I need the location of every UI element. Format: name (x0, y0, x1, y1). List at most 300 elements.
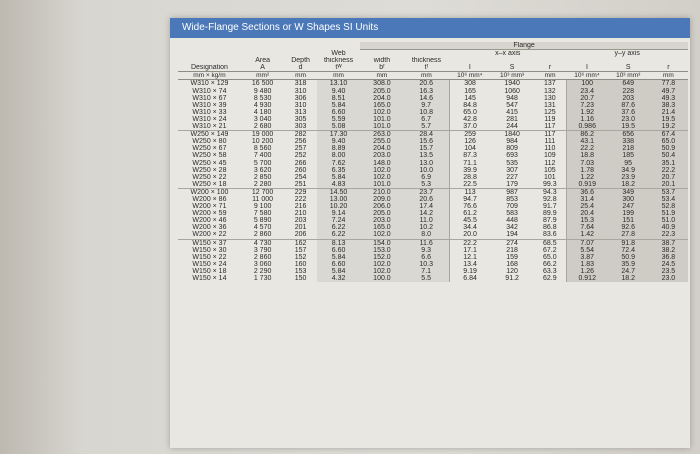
table-row (178, 217, 688, 224)
designation-cell: W310 × 74 (192, 87, 227, 95)
table-cell: 5.84 (317, 268, 360, 275)
table-cell: 6.84 (463, 275, 477, 282)
table-cell: 52.8 (649, 203, 688, 210)
table-row (178, 116, 688, 123)
table-cell: 7.23 (566, 102, 607, 109)
table-cell: 6.60 (317, 109, 360, 116)
table-row (178, 239, 688, 247)
table-cell: 1060 (504, 87, 520, 95)
y-radius-of-gyration-header: r (649, 64, 688, 72)
table-cell: 153.0 (360, 247, 403, 254)
table-cell: 4 180 (253, 108, 272, 116)
table-cell: 5.7 (404, 123, 450, 131)
table-cell: 109 (534, 152, 567, 159)
table-cell: 16 500 (241, 80, 284, 88)
table-cell: 303 (294, 123, 307, 131)
table-cell: 51.9 (649, 210, 688, 217)
web-thickness-symbol: tᵂ (317, 64, 360, 72)
table-cell: 1.42 (566, 231, 607, 239)
table-cell: 3 060 (253, 260, 272, 268)
table-cell: 260 (294, 166, 307, 174)
table-cell: 7.64 (566, 224, 607, 231)
table-cell: 247 (608, 203, 649, 210)
table-cell: 12 700 (241, 188, 284, 196)
y-axis-header: y–y axis (566, 50, 688, 58)
table-cell: 252 (294, 152, 307, 160)
table-cell: 281 (506, 115, 518, 123)
unit-cell: 10³ mm³ (608, 72, 649, 80)
table-cell: 13.0 (404, 160, 450, 167)
table-cell: 4.32 (317, 275, 360, 282)
table-cell: 92.6 (608, 224, 649, 231)
table-row (178, 102, 688, 109)
table-cell: 216 (294, 203, 307, 211)
designation-cell: W310 × 39 (192, 101, 227, 109)
table-cell: 18.2 (608, 275, 649, 282)
table-cell: 87.9 (534, 217, 567, 224)
designation-cell: W250 × 80 (192, 138, 227, 146)
designation-cell: W150 × 37 (178, 239, 241, 247)
table-cell: 120 (506, 267, 518, 275)
table-cell: 148.0 (360, 160, 403, 167)
table-row (178, 95, 688, 102)
table-cell: 132 (534, 88, 567, 95)
table-cell: 36.8 (649, 254, 688, 261)
table-cell: 3 040 (253, 115, 272, 123)
table-cell: 2 290 (253, 267, 272, 275)
table-cell: 228 (608, 88, 649, 95)
table-cell: 165.0 (360, 102, 403, 109)
table-cell: 8 560 (253, 145, 272, 153)
area-header: Area (241, 57, 284, 64)
table-cell: 83.6 (534, 231, 567, 239)
table-cell: 693 (506, 152, 518, 160)
table-cell: 5 890 (253, 217, 272, 225)
table-cell: 11.0 (404, 217, 450, 224)
table-cell: 66.2 (534, 261, 567, 268)
designation-cell: W200 × 71 (192, 203, 227, 211)
table-cell: 5.84 (317, 254, 360, 261)
unit-cell: mm × kg/m (178, 72, 241, 80)
table-cell: 201 (294, 224, 307, 232)
table-cell: 84.8 (463, 101, 477, 109)
table-cell: 1 730 (253, 275, 272, 282)
table-cell: 86.8 (534, 224, 567, 231)
table-cell: 194 (506, 231, 518, 239)
table-cell: 65.0 (463, 108, 477, 116)
x-moment-of-inertia-header: I (449, 64, 490, 72)
table-cell: 49.3 (649, 95, 688, 102)
table-cell: 6.7 (404, 116, 450, 123)
table-cell: 206 (294, 231, 307, 239)
area-symbol: A (241, 64, 284, 72)
table-cell: 4 570 (253, 224, 272, 232)
x-radius-of-gyration-header: r (534, 64, 567, 72)
table-cell: 22.2 (566, 145, 607, 152)
table-cell: 6.9 (404, 174, 450, 181)
table-cell: 86.2 (566, 131, 607, 139)
table-cell: 151 (608, 217, 649, 224)
table-cell: 101 (534, 174, 567, 181)
table-cell: 14.6 (404, 95, 450, 102)
table-cell: 87.6 (608, 102, 649, 109)
table-cell: 137 (534, 80, 567, 88)
table-cell: 111 (534, 138, 567, 145)
table-cell: 7.62 (317, 160, 360, 167)
table-cell: 34.4 (463, 224, 477, 232)
table-cell: 709 (506, 203, 518, 211)
designation-cell: W150 × 24 (192, 260, 227, 268)
flange-thickness-symbol: tᶠ (404, 64, 450, 72)
table-cell: 24.5 (649, 261, 688, 268)
table-cell: 117 (534, 123, 567, 131)
table-cell: 24.7 (608, 268, 649, 275)
table-cell: 1.26 (566, 268, 607, 275)
unit-cell: 10⁶ mm⁴ (449, 72, 490, 80)
designation-cell: W250 × 58 (192, 152, 227, 160)
table-cell: 113 (449, 188, 490, 196)
table-cell: 13.5 (404, 152, 450, 159)
table-cell: 8.51 (317, 95, 360, 102)
table-cell: 222 (294, 195, 307, 203)
depth-symbol: d (284, 64, 317, 72)
table-cell: 266 (294, 159, 307, 167)
table-row (178, 254, 688, 261)
table-row (178, 261, 688, 268)
table-cell: 35.1 (649, 160, 688, 167)
table-cell: 150 (294, 275, 307, 282)
table-row (178, 152, 688, 159)
table-cell: 35.9 (608, 261, 649, 268)
table-cell: 50.9 (649, 145, 688, 152)
table-cell: 23.9 (608, 174, 649, 181)
table-cell: 102.0 (360, 109, 403, 116)
table-cell: 5 700 (253, 159, 272, 167)
table-cell: 251 (294, 180, 307, 188)
table-cell: 20.6 (404, 196, 450, 203)
designation-cell: W150 × 18 (192, 267, 227, 275)
table-cell: 50.9 (608, 254, 649, 261)
table-cell: 206.0 (360, 203, 403, 210)
table-cell: 306 (294, 94, 307, 102)
table-cell: 547 (506, 101, 518, 109)
table-cell: 5.3 (404, 181, 450, 189)
table-cell: 2 680 (253, 123, 272, 131)
unit-cell: 10⁶ mm⁴ (566, 72, 607, 80)
table-cell: 310 (294, 87, 307, 95)
table-cell: 53.4 (649, 196, 688, 203)
table-cell: 15.7 (404, 145, 450, 152)
table-cell: 9.7 (404, 102, 450, 109)
table-cell: 9.19 (463, 267, 477, 275)
table-cell: 9.14 (317, 210, 360, 217)
table-cell: 67.2 (534, 247, 567, 254)
unit-cell: mm (284, 72, 317, 80)
table-cell: 71.1 (463, 159, 477, 167)
y-moment-of-inertia-header: I (566, 64, 607, 72)
designation-cell: W250 × 67 (192, 145, 227, 153)
table-cell: 12.1 (463, 253, 477, 261)
table-cell: 5.84 (317, 102, 360, 109)
unit-cell: mm (404, 72, 450, 80)
table-cell: 10 200 (251, 138, 274, 146)
table-cell: 117 (534, 131, 567, 139)
table-cell: 50.4 (649, 152, 688, 159)
table-cell: 72.4 (608, 247, 649, 254)
table-cell: 0.986 (566, 123, 607, 131)
table-cell: 7 400 (253, 152, 272, 160)
table-cell: 92.8 (534, 196, 567, 203)
table-cell: 10.0 (404, 167, 450, 174)
table-cell: 8.00 (317, 152, 360, 159)
table-cell: 203 (294, 217, 307, 225)
designation-cell: W250 × 45 (192, 159, 227, 167)
table-cell: 7 580 (253, 210, 272, 218)
table-cell: 126 (464, 138, 476, 146)
table-cell: 23.4 (566, 88, 607, 95)
table-cell: 152 (294, 253, 307, 261)
table-cell: 87.3 (463, 152, 477, 160)
table-cell: 157 (294, 246, 307, 254)
table-cell: 204.0 (360, 95, 403, 102)
table-cell: 23.0 (649, 275, 688, 282)
table-cell: 102.0 (360, 167, 403, 174)
table-cell: 1.78 (566, 167, 607, 174)
designation-cell: W150 × 22 (192, 253, 227, 261)
table-cell: 49.7 (649, 88, 688, 95)
table-cell: 204.0 (360, 145, 403, 152)
depth-header: Depth (284, 57, 317, 64)
table-cell: 65.0 (649, 138, 688, 145)
table-cell: 1.22 (566, 174, 607, 181)
table-cell: 38.3 (649, 102, 688, 109)
table-cell: 39.9 (463, 166, 477, 174)
table-cell: 203.0 (360, 217, 403, 224)
table-cell: 218 (506, 246, 518, 254)
table-cell: 14.50 (317, 188, 360, 196)
table-cell: 244 (506, 123, 518, 131)
table-cell: 3.87 (566, 254, 607, 261)
table-cell: 535 (506, 159, 518, 167)
table-cell: 31.4 (566, 196, 607, 203)
table-cell: 102.0 (360, 261, 403, 268)
table-cell: 5.84 (317, 174, 360, 181)
table-cell: 308 (449, 80, 490, 88)
table-cell: 809 (506, 145, 518, 153)
table-cell: 203.0 (360, 152, 403, 159)
table-cell: 338 (608, 138, 649, 145)
table-cell: 2 860 (253, 253, 272, 261)
table-cell: 101.0 (360, 123, 403, 131)
table-cell: 36.6 (566, 188, 607, 196)
table-cell: 307 (506, 166, 518, 174)
table-cell: 205.0 (360, 88, 403, 95)
table-cell: 20.1 (649, 181, 688, 189)
table-cell: 3 620 (253, 166, 272, 174)
table-row (178, 196, 688, 203)
table-row (178, 123, 688, 131)
table-cell: 100 (566, 80, 607, 88)
table-cell: 28.4 (404, 131, 450, 139)
table-cell: 229 (284, 188, 317, 196)
table-row (178, 181, 688, 189)
table-row (178, 268, 688, 275)
table-cell: 5.59 (317, 116, 360, 123)
unit-cell: mm (534, 72, 567, 80)
table-cell: 210 (294, 210, 307, 218)
table-cell: 259 (449, 131, 490, 139)
table-cell: 27.8 (608, 231, 649, 239)
table-cell: 0.919 (566, 181, 607, 189)
designation-cell: W200 × 46 (192, 217, 227, 225)
table-cell: 165 (464, 87, 476, 95)
table-cell: 255.0 (360, 138, 403, 145)
flange-width-symbol: bᶠ (360, 64, 403, 72)
table-cell: 448 (506, 217, 518, 225)
table-cell: 1.16 (566, 116, 607, 123)
table-cell: 256 (294, 138, 307, 146)
table-cell: 6.22 (317, 231, 360, 239)
table-cell: 199 (608, 210, 649, 217)
wide-flange-table (178, 42, 688, 282)
designation-cell: W310 × 21 (192, 123, 227, 131)
table-cell: 210.0 (360, 188, 403, 196)
table-cell: 5.54 (566, 247, 607, 254)
table-cell: 13.4 (463, 260, 477, 268)
table-cell: 6.6 (404, 254, 450, 261)
table-cell: 51.0 (649, 217, 688, 224)
table-title: Wide-Flange Sections or W Shapes SI Units (170, 18, 690, 38)
table-cell: 20.4 (566, 210, 607, 217)
table-cell: 100.0 (360, 275, 403, 282)
table-cell: 205.0 (360, 210, 403, 217)
table-cell: 9.40 (317, 138, 360, 145)
table-cell: 349 (608, 188, 649, 196)
table-cell: 99.3 (534, 181, 567, 189)
table-row (178, 224, 688, 231)
designation-cell: W310 × 33 (192, 108, 227, 116)
table-cell: 76.6 (463, 203, 477, 211)
table-cell: 7.03 (566, 160, 607, 167)
table-cell: 948 (506, 94, 518, 102)
table-cell: 7.07 (566, 239, 607, 247)
table-cell: 9 100 (253, 203, 272, 211)
table-cell: 20.7 (649, 174, 688, 181)
table-row (178, 188, 688, 196)
unit-cell: mm² (241, 72, 284, 80)
table-cell: 159 (506, 253, 518, 261)
table-cell: 119 (534, 116, 567, 123)
designation-cell: W150 × 14 (192, 275, 227, 282)
unit-cell: mm (317, 72, 360, 80)
table-cell: 263.0 (360, 131, 403, 139)
table-cell: 8.89 (317, 145, 360, 152)
table-cell: 18.8 (566, 152, 607, 159)
table-cell: 102.0 (360, 174, 403, 181)
table-cell: 165.0 (360, 224, 403, 231)
table-cell: 5.5 (404, 275, 450, 282)
table-cell: 23.0 (608, 116, 649, 123)
table-cell: 16.3 (404, 88, 450, 95)
table-cell: 17.30 (317, 131, 360, 139)
table-cell: 179 (506, 180, 518, 188)
table-cell: 101.0 (360, 181, 403, 189)
designation-cell: W200 × 22 (192, 231, 227, 239)
table-cell: 8.13 (317, 239, 360, 247)
table-row (178, 203, 688, 210)
table-cell: 987 (490, 188, 533, 196)
table-cell: 10.20 (317, 203, 360, 210)
table-cell: 15.3 (566, 217, 607, 224)
table-cell: 318 (284, 80, 317, 88)
table-cell: 42.8 (463, 115, 477, 123)
table-cell: 104 (464, 145, 476, 153)
web-header: Web (317, 50, 360, 58)
table-cell: 11.6 (404, 239, 450, 247)
table-cell: 153 (294, 267, 307, 275)
table-cell: 308.0 (360, 80, 403, 88)
table-cell: 38.7 (649, 239, 688, 247)
table-cell: 94.7 (463, 195, 477, 203)
table-row (178, 109, 688, 116)
designation-cell: W250 × 28 (192, 166, 227, 174)
table-cell: 583 (506, 210, 518, 218)
table-cell: 20.6 (404, 80, 450, 88)
designation-cell: W250 × 18 (192, 180, 227, 188)
table-cell: 0.912 (566, 275, 607, 282)
table-cell: 18.2 (608, 181, 649, 189)
flange-header: Flange (360, 42, 688, 50)
designation-cell: W310 × 67 (192, 94, 227, 102)
table-cell: 209.0 (360, 196, 403, 203)
table-cell: 38.2 (649, 247, 688, 254)
table-cell: 984 (506, 138, 518, 146)
table-cell: 10.3 (404, 261, 450, 268)
table-cell: 23.7 (404, 188, 450, 196)
table-cell: 22.5 (463, 180, 477, 188)
table-cell: 34.9 (608, 167, 649, 174)
table-cell: 152.0 (360, 254, 403, 261)
table-cell: 45.5 (463, 217, 477, 225)
table-cell: 2 860 (253, 231, 272, 239)
table-cell: 4 930 (253, 101, 272, 109)
table-cell: 13.10 (317, 80, 360, 88)
table-cell: 11 000 (252, 195, 274, 203)
table-cell: 6.60 (317, 247, 360, 254)
table-cell: 14.2 (404, 210, 450, 217)
table-cell: 254 (294, 173, 307, 181)
table-cell: 5.08 (317, 123, 360, 131)
table-cell: 95 (608, 160, 649, 167)
table-cell: 1.92 (566, 109, 607, 116)
table-cell: 145 (464, 94, 476, 102)
table-cell: 28.8 (463, 173, 477, 181)
table-cell: 22.2 (649, 167, 688, 174)
table-cell: 20.7 (566, 95, 607, 102)
table-row (178, 167, 688, 174)
table-cell: 203 (608, 95, 649, 102)
table-cell: 227 (506, 173, 518, 181)
table-cell: 310 (294, 101, 307, 109)
table-cell: 218 (608, 145, 649, 152)
y-section-modulus-header: S (608, 64, 649, 72)
table-row (178, 247, 688, 254)
table-cell: 68.5 (534, 239, 567, 247)
table-cell: 101.0 (360, 116, 403, 123)
unit-cell: mm (649, 72, 688, 80)
designation-cell: W250 × 22 (192, 173, 227, 181)
table-row (178, 138, 688, 145)
